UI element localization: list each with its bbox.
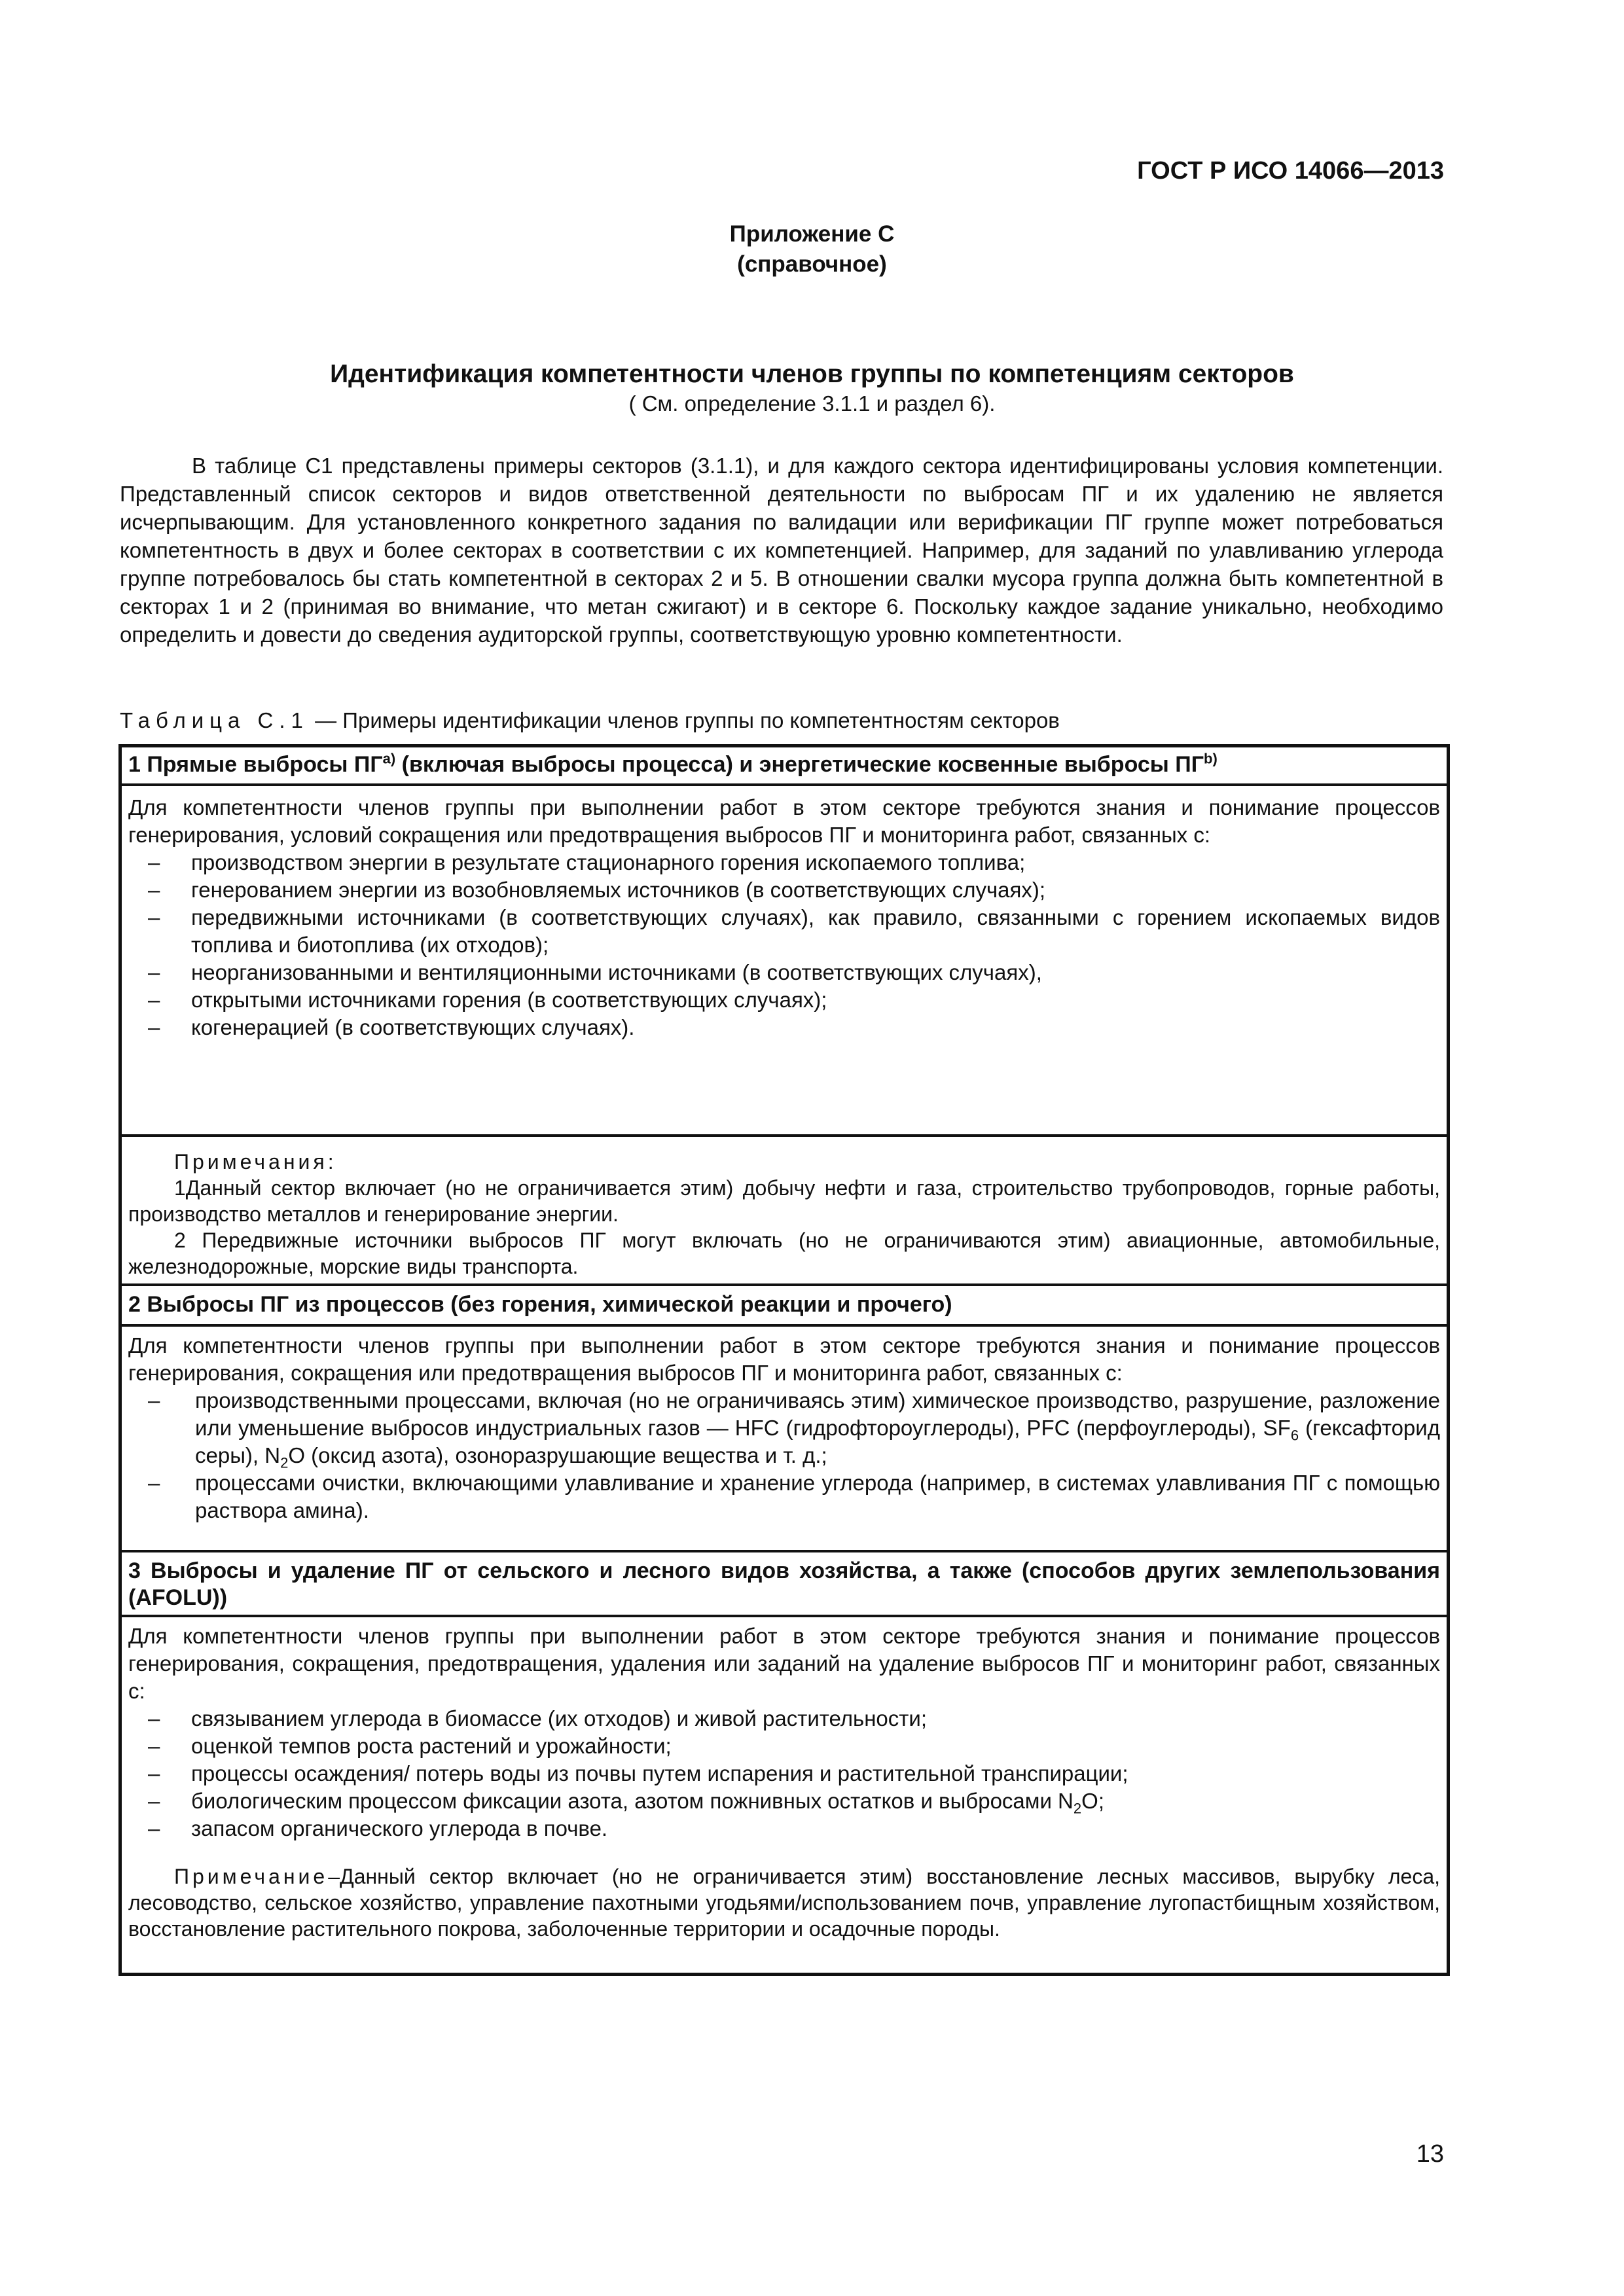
- intro-paragraph: В таблице С1 представлены примеры секторов (3.1.1), и для каждого сектора идентифицированы условия компетенции. Представленный список секторов и видов ответственной деятельности по выбросам ПГ и их удалению не является исчерпывающим. Для установленного конкретного задания по валидации или верификации ПГ группе может потребоваться компетентность в двух и более секторах в соответствии с их компетенцией. Например, для заданий по улавливанию углерода группе потребовалось бы стать компетентной в секторах 2 и 5. В отношении свалки мусора группа должна быть компетентной в секторах 1 и 2 (принимая во внимание, что метан сжигают) и в секторе 6. Поскольку каждое задание уникально, необходимо определить и довести до сведения аудиторской группы, соответствующую уровню компетентности.: [120, 454, 1443, 647]
- sector-3-header-row: [122, 1552, 1447, 1617]
- sector-3-intro: Для компетентности членов группы при выполнении работ в этом секторе требуются знания и понимание процессов генерирования, сокращения, предотвращения, удаления или заданий на удаление выбросов ПГ и мониторинг работ, связанных с:: [128, 1624, 1440, 1703]
- table-caption: [120, 708, 1449, 733]
- annex-heading: [0, 219, 1624, 279]
- page-number: 13: [1416, 2140, 1444, 2168]
- note-2: 2 Передвижные источники выбросов ПГ могут включать (но не ограничиваются этим) авиационные, автомобильные, железнодорожные, морские виды транспорта.: [128, 1229, 1440, 1278]
- notes-title: Примечания:: [174, 1150, 337, 1174]
- note-1: 1Данный сектор включает (но не ограничивается этим) добычу нефти и газа, строительство трубопроводов, горные работы, производство металлов и генерирование энергии.: [128, 1176, 1440, 1226]
- list-item: – процессами очистки, включающими улавливание и хранение углерода (например, в системах улавливания ПГ с помощью раствора амина).: [128, 1469, 1440, 1524]
- footnote-a-marker: a): [382, 750, 396, 767]
- sector-1-body: [122, 786, 1447, 1041]
- sector-1-list: [128, 849, 1440, 1041]
- list-item: [128, 1787, 1440, 1815]
- list-item: – генерованием энергии из возобновляемых источников (в соответствующих случаях);: [128, 876, 1440, 904]
- footnote-b-marker: b): [1204, 750, 1218, 767]
- item-text: биологическим процессом фиксации азота, азотом пожнивных остатков и выбросами N: [191, 1789, 1074, 1813]
- document-header: ГОСТ Р ИСО 14066—2013: [1137, 157, 1444, 185]
- note-label: Примечание: [174, 1865, 329, 1888]
- sector-2-header-row: [122, 1286, 1447, 1327]
- item-text: O (оксид азота), озоноразрушающие вещества и т. д.;: [288, 1443, 827, 1467]
- sector-1-header-row: [122, 747, 1447, 786]
- subscript: 2: [280, 1454, 289, 1471]
- list-item: – связыванием углерода в биомассе (их отходов) и живой растительности;: [128, 1705, 1440, 1732]
- subscript: 2: [1073, 1800, 1082, 1817]
- list-item: – запасом органического углерода в почве.: [128, 1815, 1440, 1842]
- list-item: – открытыми источниками горения (в соответствующих случаях);: [128, 986, 1440, 1014]
- list-item: – передвижными источниками (в соответствующих случаях), как правило, связанными с горением ископаемых видов топлива и биотоплива (их отходов);: [128, 904, 1440, 959]
- sector-1-intro: Для компетентности членов группы при выполнении работ в этом секторе требуются знания и понимание процессов генерирования, условий сокращения или предотвращения выбросов ПГ и мониторинга работ, связанных с:: [128, 795, 1440, 847]
- item-text: O;: [1081, 1789, 1104, 1813]
- sector-1-notes-row: [122, 1137, 1447, 1286]
- list-item: – оценкой темпов роста растений и урожайности;: [128, 1732, 1440, 1760]
- sector-1-heading-b: (включая выбросы процесса) и энергетические косвенные выбросы ПГ: [395, 752, 1204, 777]
- sector-2-body: [122, 1327, 1447, 1524]
- sector-1-body-row: [122, 786, 1447, 1137]
- subscript: 6: [1290, 1427, 1299, 1444]
- table-caption-label: Таблица С.1: [120, 708, 309, 732]
- sector-3-body: [122, 1617, 1447, 1942]
- list-item: – неорганизованными и вентиляционными источниками (в соответствующих случаях),: [128, 959, 1440, 986]
- item-text: (гексафторид серы), N: [195, 1416, 1440, 1467]
- list-item: – когенерацией (в соответствующих случаях).: [128, 1014, 1440, 1041]
- section-subtitle: ( См. определение 3.1.1 и раздел 6).: [628, 391, 996, 416]
- sector-2-intro: Для компетентности членов группы при выполнении работ в этом секторе требуются знания и понимание процессов генерирования, сокращения или предотвращения выбросов ПГ и мониторинга работ, связанных с:: [128, 1333, 1440, 1385]
- sector-3-list: [128, 1705, 1440, 1842]
- list-item: – производством энергии в результате стационарного горения ископаемого топлива;: [128, 849, 1440, 876]
- table-caption-text: — Примеры идентификации членов группы по компетентностям секторов: [308, 708, 1060, 732]
- sector-1-heading: [122, 747, 1447, 778]
- sector-1-notes: [122, 1137, 1447, 1280]
- list-item: [128, 1387, 1440, 1469]
- annex-label: Приложение С: [729, 221, 895, 247]
- section-title: Идентификация компетентности членов группы по компетенциям секторов: [330, 360, 1294, 388]
- sector-2-list: [128, 1387, 1440, 1524]
- sector-1-heading-a: 1 Прямые выбросы ПГ: [128, 752, 383, 777]
- list-item: – процессы осаждения/ потерь воды из почвы путем испарения и растительной транспирации;: [128, 1760, 1440, 1787]
- sector-3-note: [128, 1863, 1440, 1942]
- item-text: производственными процессами, включая (но не ограничиваясь этим) химическое производство, разрушение, разложение или уменьшение выбросов индустриальных газов — HFC (гидрофтороуглероды), PFC (перфоуглероды), SF: [195, 1388, 1440, 1440]
- annex-type: (справочное): [737, 251, 887, 277]
- note-text: –Данный сектор включает (но не ограничивается этим) восстановление лесных массивов, вырубку леса, лесоводство, сельское хозяйство, управление пахотными угодьями/использованием почв, управление лугопастбищным хозяйством, восстановление растительного покрова, заболоченные территории и осадочные породы.: [128, 1865, 1440, 1941]
- sector-3-heading: 3 Выбросы и удаление ПГ от сельского и лесного видов хозяйства, а также (способов других землепользования (AFOLU)): [128, 1558, 1440, 1610]
- sectors-table: [118, 744, 1450, 1976]
- sector-3-body-row: [122, 1617, 1447, 1973]
- sector-2-body-row: [122, 1327, 1447, 1552]
- sector-2-heading: 2 Выбросы ПГ из процессов (без горения, химической реакции и прочего): [128, 1292, 952, 1317]
